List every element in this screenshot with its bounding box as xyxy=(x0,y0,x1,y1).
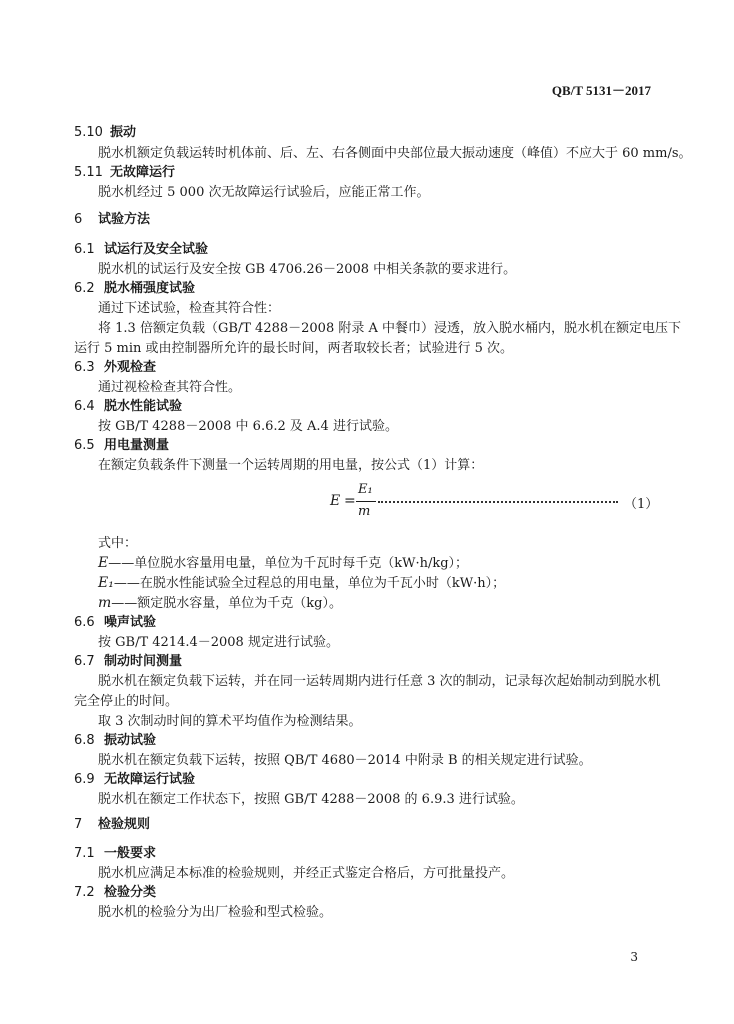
chapter-title: 检验规则 xyxy=(98,817,151,832)
section-title: 用电量测量 xyxy=(104,438,170,453)
section-number: 6.3 xyxy=(74,360,95,375)
where-label: 式中： xyxy=(98,536,138,551)
paragraph: 脱水机的检验分为出厂检验和型式检验。 xyxy=(98,905,333,920)
paragraph: 取 3 次制动时间的算术平均值作为检测结果。 xyxy=(98,714,362,729)
fraction-bar xyxy=(356,501,376,502)
section-title: 振动试验 xyxy=(104,733,157,748)
section-number: 6.9 xyxy=(74,772,95,787)
variable-definition xyxy=(98,555,468,572)
formula-1 xyxy=(330,482,659,522)
formula-numerator: E₁ xyxy=(358,482,373,497)
section-title: 脱水性能试验 xyxy=(104,399,183,414)
section-title: 检验分类 xyxy=(104,885,157,900)
section-number: 6.6 xyxy=(74,615,95,630)
paragraph: 通过下述试验，检查其符合性： xyxy=(98,301,281,316)
chapter-title: 试验方法 xyxy=(98,212,151,227)
chapter-number: 6 xyxy=(74,212,83,227)
paragraph: 脱水机经过 5 000 次无故障运行试验后，应能正常工作。 xyxy=(98,185,430,200)
chapter-number: 7 xyxy=(74,817,83,832)
section-title: 无故障运行 xyxy=(110,165,176,180)
variable-symbol: m xyxy=(98,595,112,611)
formula-lhs: E xyxy=(330,493,341,509)
variable-description: ——单位脱水容量用电量，单位为千瓦时每千克（kW·h/kg）； xyxy=(108,556,469,571)
paragraph: 按 GB/T 4214.4－2008 规定进行试验。 xyxy=(98,635,339,650)
paragraph: 按 GB/T 4288－2008 中 6.6.2 及 A.4 进行试验。 xyxy=(98,419,398,434)
paragraph: 将 1.3 倍额定负载（GB/T 4288－2008 附录 A 中餐巾）浸透，放入脱水桶内，脱水机在额定电压下 xyxy=(98,321,682,336)
paragraph: 完全停止的时间。 xyxy=(74,694,179,709)
standard-number: QB/T 5131－2017 xyxy=(551,83,651,98)
section-number: 5.11 xyxy=(74,165,103,180)
section-title: 脱水桶强度试验 xyxy=(104,281,196,296)
section-number: 6.7 xyxy=(74,654,95,669)
paragraph: 运行 5 min 或由控制器所允许的最长时间，两者取较长者；试验进行 5 次。 xyxy=(74,341,514,356)
paragraph: 脱水机在额定负载下运转，并在同一运转周期内进行任意 3 次的制动，记录每次起始制动到脱水机 xyxy=(98,674,661,689)
section-title: 一般要求 xyxy=(104,846,157,861)
section-number: 6.8 xyxy=(74,733,95,748)
dot-leader xyxy=(378,491,618,503)
section-title: 外观检查 xyxy=(104,360,157,375)
section-number: 7.2 xyxy=(74,885,95,900)
section-title: 振动 xyxy=(110,125,137,140)
equation-number: （1） xyxy=(624,497,659,512)
formula-denominator: m xyxy=(358,504,371,519)
section-title: 制动时间测量 xyxy=(104,654,183,669)
paragraph: 脱水机在额定负载下运转，按照 QB/T 4680－2014 中附录 B 的相关规定进行试验。 xyxy=(98,753,592,768)
paragraph: 脱水机应满足本标准的检验规则，并经正式鉴定合格后，方可批量投产。 xyxy=(98,866,515,881)
section-number: 6.4 xyxy=(74,399,95,414)
variable-definition xyxy=(98,595,342,612)
formula-equals: = xyxy=(344,493,356,509)
page-number: 3 xyxy=(630,950,638,964)
paragraph: 脱水机在额定工作状态下，按照 GB/T 4288－2008 的 6.9.3 进行试验。 xyxy=(98,792,524,807)
variable-symbol: E xyxy=(98,555,109,571)
paragraph: 脱水机额定负载运转时机体前、后、左、右各侧面中央部位最大振动速度（峰值）不应大于 60 mm/s。 xyxy=(98,146,692,161)
section-number: 7.1 xyxy=(74,846,95,861)
section-title: 噪声试验 xyxy=(104,615,157,630)
section-number: 6.1 xyxy=(74,242,95,257)
section-number: 6.2 xyxy=(74,281,95,296)
variable-definition xyxy=(98,575,505,592)
paragraph: 通过视检检查其符合性。 xyxy=(98,380,242,395)
section-title: 试运行及安全试验 xyxy=(104,242,209,257)
section-number: 6.5 xyxy=(74,438,95,453)
paragraph: 在额定负载条件下测量一个运转周期的用电量，按公式（1）计算： xyxy=(98,458,484,473)
section-title: 无故障运行试验 xyxy=(104,772,196,787)
variable-description: ——在脱水性能试验全过程总的用电量，单位为千瓦小时（kW·h）； xyxy=(113,576,506,591)
variable-symbol: E₁ xyxy=(98,575,114,591)
paragraph: 脱水机的试运行及安全按 GB 4706.26－2008 中相关条款的要求进行。 xyxy=(98,262,517,277)
variable-description: ——额定脱水容量，单位为千克（kg）。 xyxy=(111,596,342,611)
section-number: 5.10 xyxy=(74,125,103,140)
